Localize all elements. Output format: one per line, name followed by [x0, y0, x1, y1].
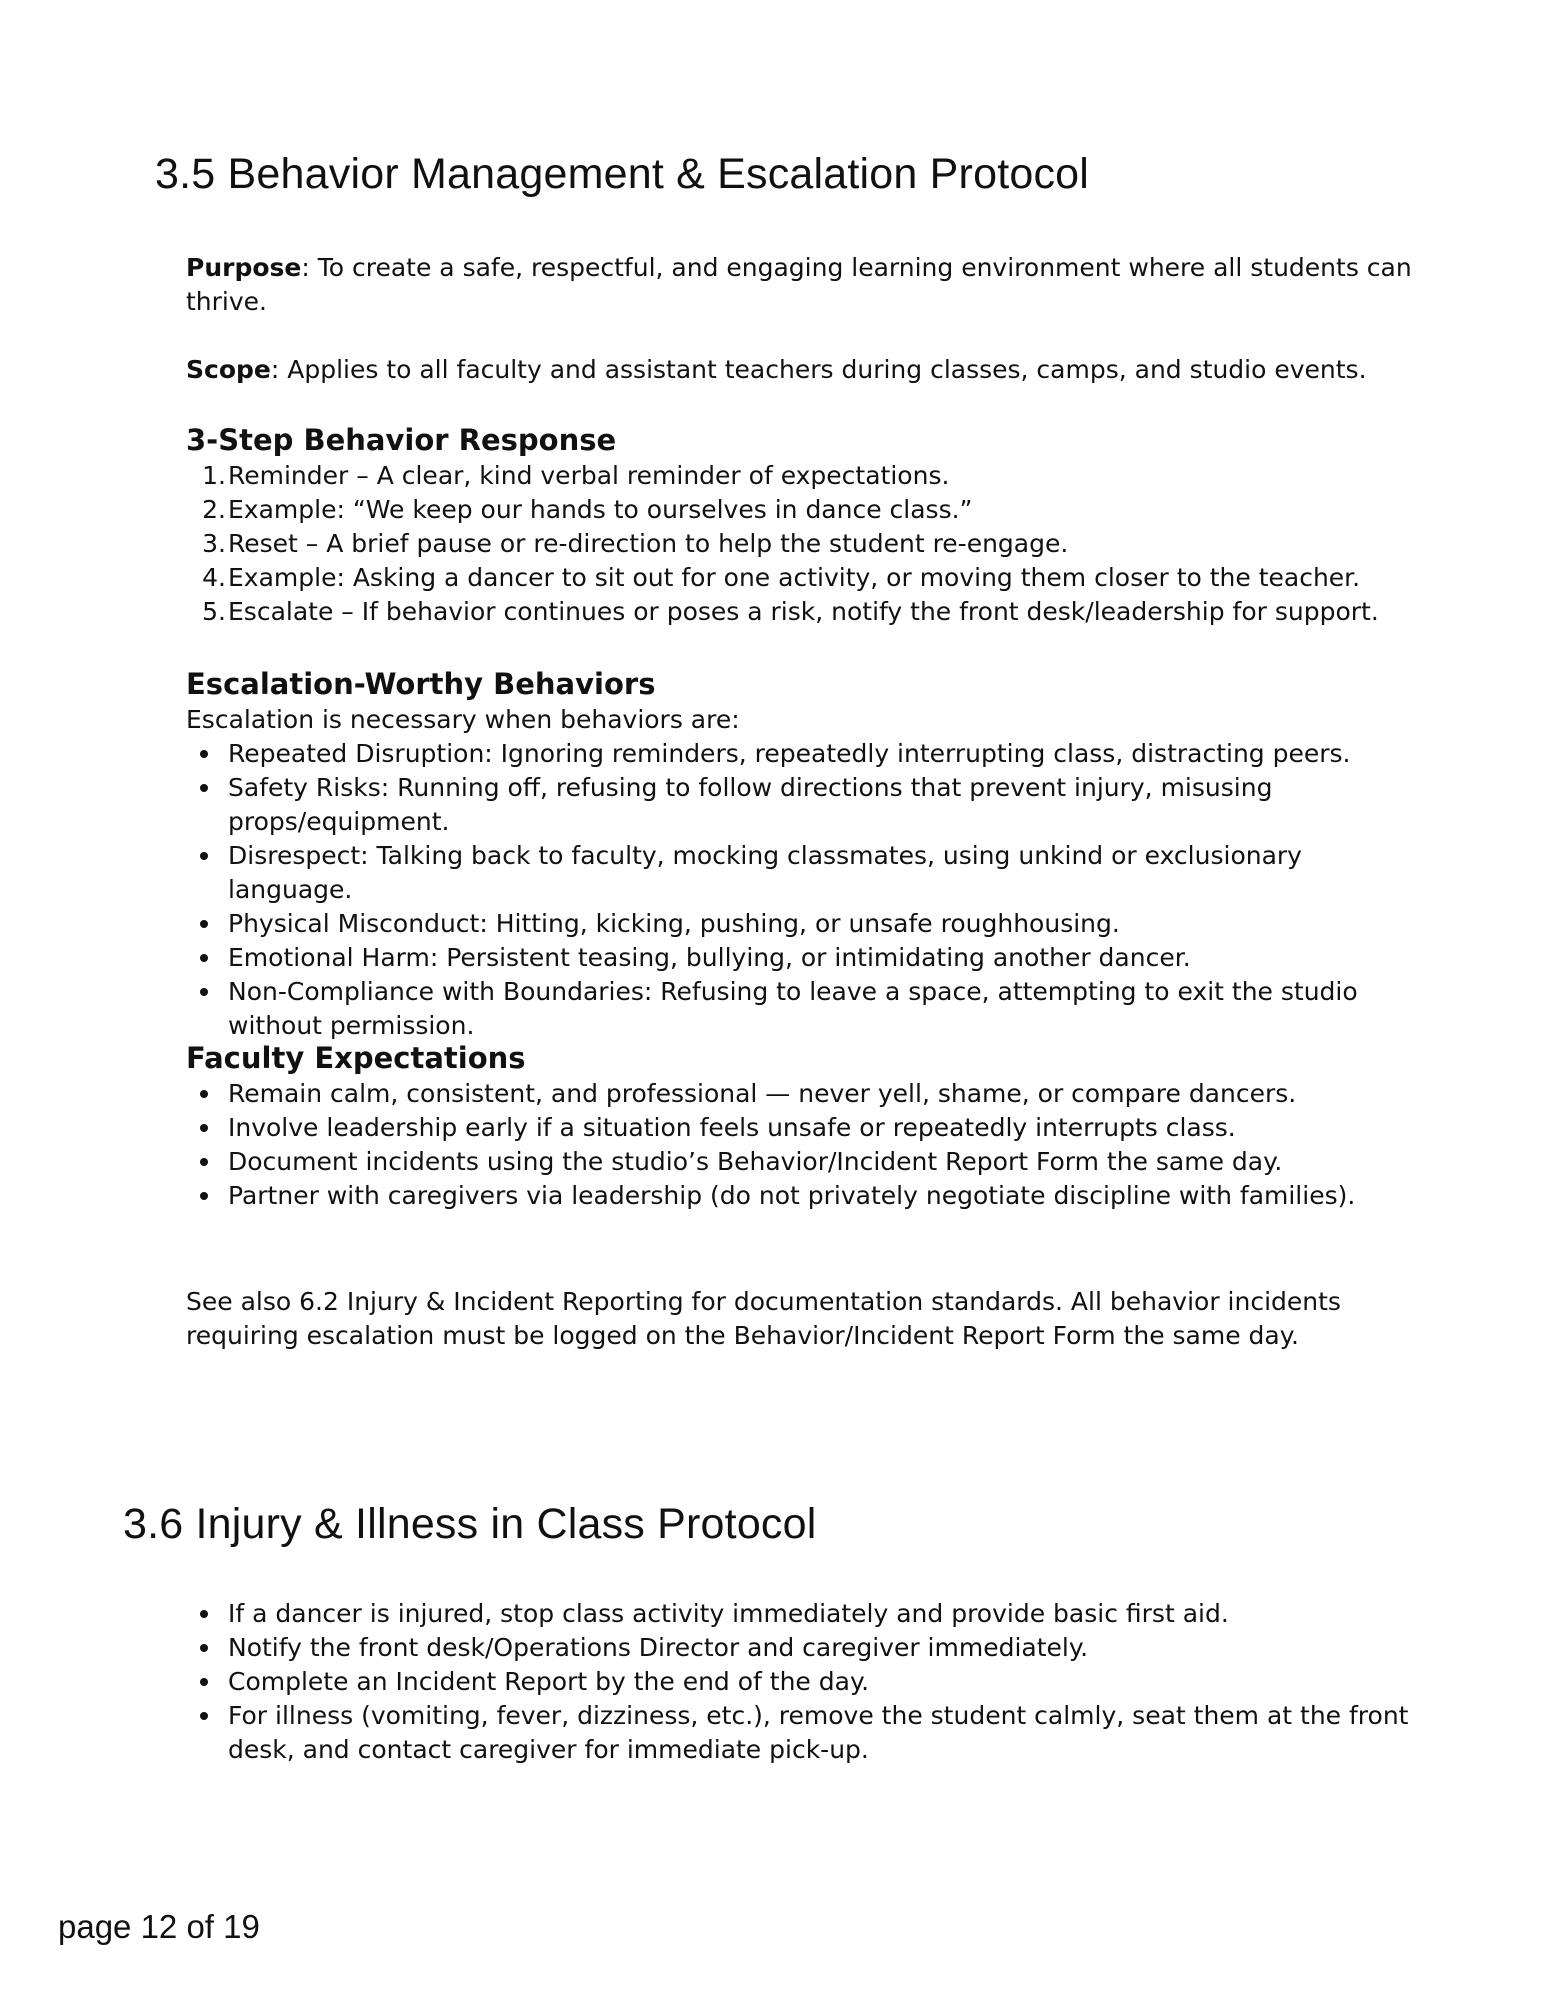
list-item: Non-Compliance with Boundaries: Refusing to leave a space, attempting to exit the studio without permission. [186, 975, 1416, 1043]
behavior-response-section [186, 421, 1416, 629]
list-number: 2. [202, 495, 226, 524]
list-number: 3. [202, 529, 226, 558]
scope-label: Scope [186, 355, 271, 384]
escalation-behaviors-section [186, 665, 1416, 1043]
list-item: Notify the front desk/Operations Director and caregiver immediately. [186, 1631, 1416, 1665]
list-item [186, 527, 1416, 561]
faculty-expectations-list [186, 1077, 1416, 1213]
purpose-text: : To create a safe, respectful, and engaging learning environment where all students can thrive. [186, 253, 1412, 316]
purpose-paragraph [186, 251, 1416, 319]
purpose-label: Purpose [186, 253, 302, 282]
see-also-paragraph [186, 1285, 1416, 1353]
list-item: Involve leadership early if a situation feels unsafe or repeatedly interrupts class. [186, 1111, 1416, 1145]
list-item-text: Escalate – If behavior continues or poses a risk, notify the front desk/leadership for support. [228, 597, 1379, 626]
escalation-behaviors-list [186, 737, 1416, 1043]
behavior-response-heading: 3-Step Behavior Response [186, 423, 617, 457]
list-number: 1. [202, 461, 226, 490]
list-item-text: Example: “We keep our hands to ourselves in dance class.” [228, 495, 973, 524]
section-3-5-title: 3.5 Behavior Management & Escalation Protocol [155, 150, 1090, 198]
list-item [186, 561, 1416, 595]
list-item: Repeated Disruption: Ignoring reminders, repeatedly interrupting class, distracting peers. [186, 737, 1416, 771]
faculty-expectations-section [186, 1039, 1416, 1213]
list-item [186, 459, 1416, 493]
section-3-6-title: 3.6 Injury & Illness in Class Protocol [123, 1500, 817, 1548]
list-item-text: Reminder – A clear, kind verbal reminder of expectations. [228, 461, 950, 490]
list-item: Remain calm, consistent, and professional — never yell, shame, or compare dancers. [186, 1077, 1416, 1111]
escalation-intro: Escalation is necessary when behaviors are: [186, 705, 740, 734]
scope-text: : Applies to all faculty and assistant teachers during classes, camps, and studio events. [270, 355, 1367, 384]
list-item: Disrespect: Talking back to faculty, mocking classmates, using unkind or exclusionary language. [186, 839, 1416, 907]
scope-paragraph [186, 353, 1416, 387]
list-number: 4. [202, 563, 226, 592]
faculty-expectations-heading: Faculty Expectations [186, 1041, 526, 1075]
list-item: If a dancer is injured, stop class activity immediately and provide basic first aid. [186, 1597, 1416, 1631]
injury-illness-section [186, 1597, 1416, 1767]
list-item-text: Example: Asking a dancer to sit out for one activity, or moving them closer to the teacher. [228, 563, 1361, 592]
list-item: Document incidents using the studio’s Behavior/Incident Report Form the same day. [186, 1145, 1416, 1179]
list-item: Physical Misconduct: Hitting, kicking, pushing, or unsafe roughhousing. [186, 907, 1416, 941]
list-item [186, 493, 1416, 527]
list-number: 5. [202, 597, 226, 626]
behavior-response-list [186, 459, 1416, 629]
list-item: Partner with caregivers via leadership (do not privately negotiate discipline with families). [186, 1179, 1416, 1213]
escalation-behaviors-heading: Escalation-Worthy Behaviors [186, 667, 656, 701]
list-item-text: Reset – A brief pause or re-direction to help the student re-engage. [228, 529, 1069, 558]
list-item: Safety Risks: Running off, refusing to follow directions that prevent injury, misusing props/equipment. [186, 771, 1416, 839]
see-also-text: See also 6.2 Injury & Incident Reporting for documentation standards. All behavior incidents requiring escalation must be logged on the Behavior/Incident Report Form the same day. [186, 1287, 1341, 1350]
list-item: For illness (vomiting, fever, dizziness, etc.), remove the student calmly, seat them at the front desk, and contact caregiver for immediate pick-up. [186, 1699, 1416, 1767]
injury-illness-list [186, 1597, 1416, 1767]
list-item: Emotional Harm: Persistent teasing, bullying, or intimidating another dancer. [186, 941, 1416, 975]
list-item: Complete an Incident Report by the end of the day. [186, 1665, 1416, 1699]
page-number: page 12 of 19 [58, 1908, 260, 1945]
list-item [186, 595, 1416, 629]
